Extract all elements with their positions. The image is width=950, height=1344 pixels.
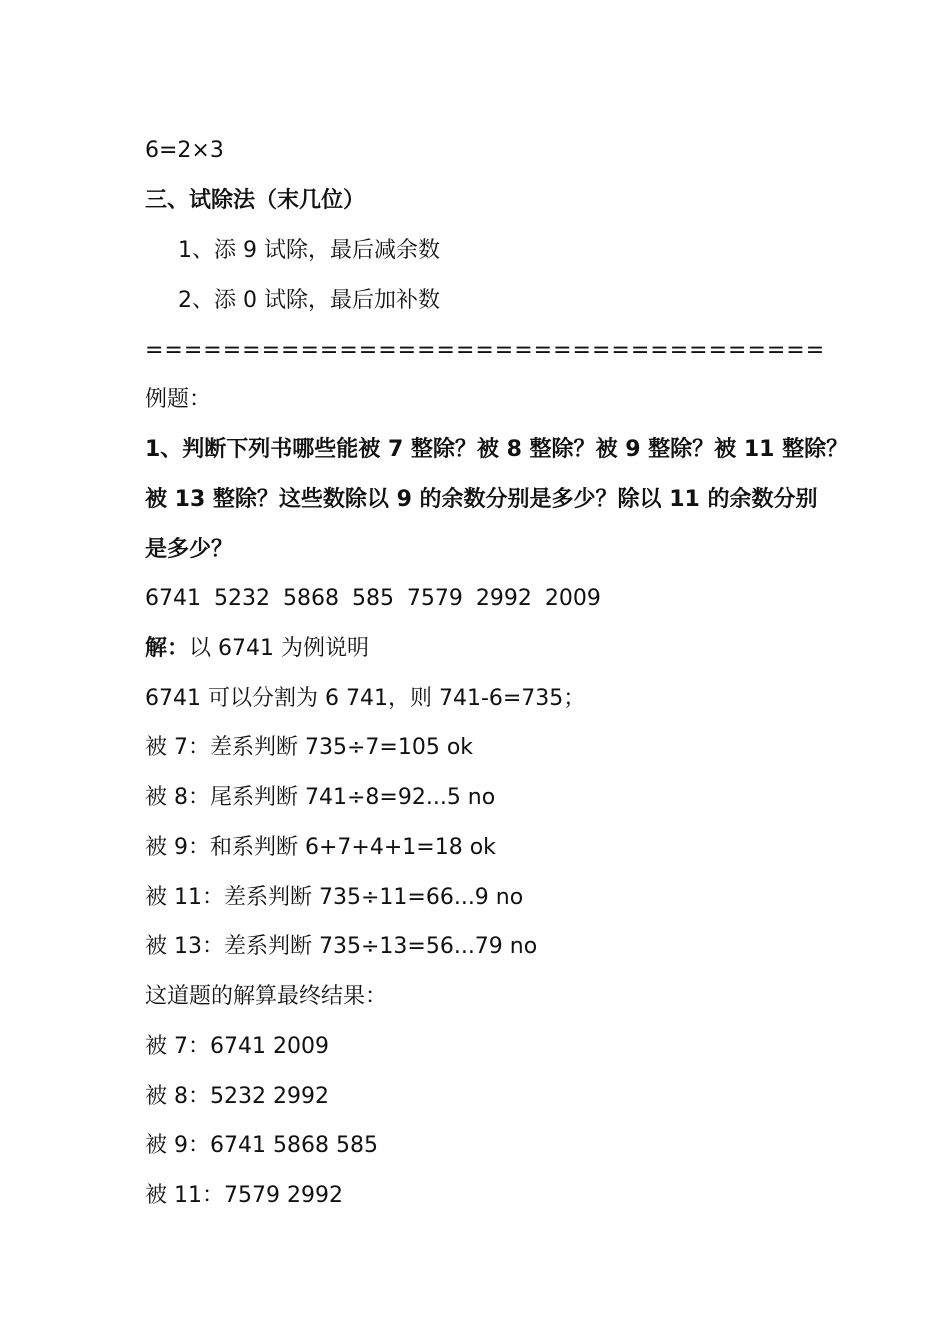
example-label: 例题： xyxy=(145,387,212,412)
factor-line: 6=2×3 xyxy=(145,138,224,163)
section-heading-trial-division: 三、试除法（末几位） xyxy=(145,188,366,213)
question-line-1: 1、判断下列书哪些能被 7 整除？被 8 整除？被 9 整除？被 11 整除？ xyxy=(145,437,849,462)
check-by-7: 被 7：差系判断 735÷7=105 ok xyxy=(145,735,474,760)
solution-intro xyxy=(145,634,369,664)
method-item-1: 1、添 9 试除，最后减余数 xyxy=(178,238,440,263)
method-item-2: 2、添 0 试除，最后加补数 xyxy=(178,288,440,313)
question-line-3: 是多少？ xyxy=(145,537,234,562)
result-by-11: 被 11：7579 2992 xyxy=(145,1183,343,1208)
split-explanation: 6741 可以分割为 6 741，则 741-6=735； xyxy=(145,686,586,711)
check-by-8: 被 8：尾系判断 741÷8=92...5 no xyxy=(145,785,496,810)
question-line-2: 被 13 整除？这些数除以 9 的余数分别是多少？除以 11 的余数分别 xyxy=(145,487,818,512)
number-list: 6741 5232 5868 585 7579 2992 2009 xyxy=(145,586,601,611)
solution-label: 解： xyxy=(145,636,190,661)
check-by-9: 被 9：和系判断 6+7+4+1=18 ok xyxy=(145,835,496,860)
result-by-7: 被 7：6741 2009 xyxy=(145,1034,329,1059)
separator-line: =================================== xyxy=(145,338,826,363)
result-by-9: 被 9：6741 5868 585 xyxy=(145,1133,378,1158)
check-by-13: 被 13：差系判断 735÷13=56...79 no xyxy=(145,934,538,959)
result-by-8: 被 8：5232 2992 xyxy=(145,1084,329,1109)
check-by-11: 被 11：差系判断 735÷11=66...9 no xyxy=(145,885,524,910)
solution-intro-text: 以 6741 为例说明 xyxy=(189,636,369,661)
final-result-label: 这道题的解算最终结果： xyxy=(145,984,388,1009)
